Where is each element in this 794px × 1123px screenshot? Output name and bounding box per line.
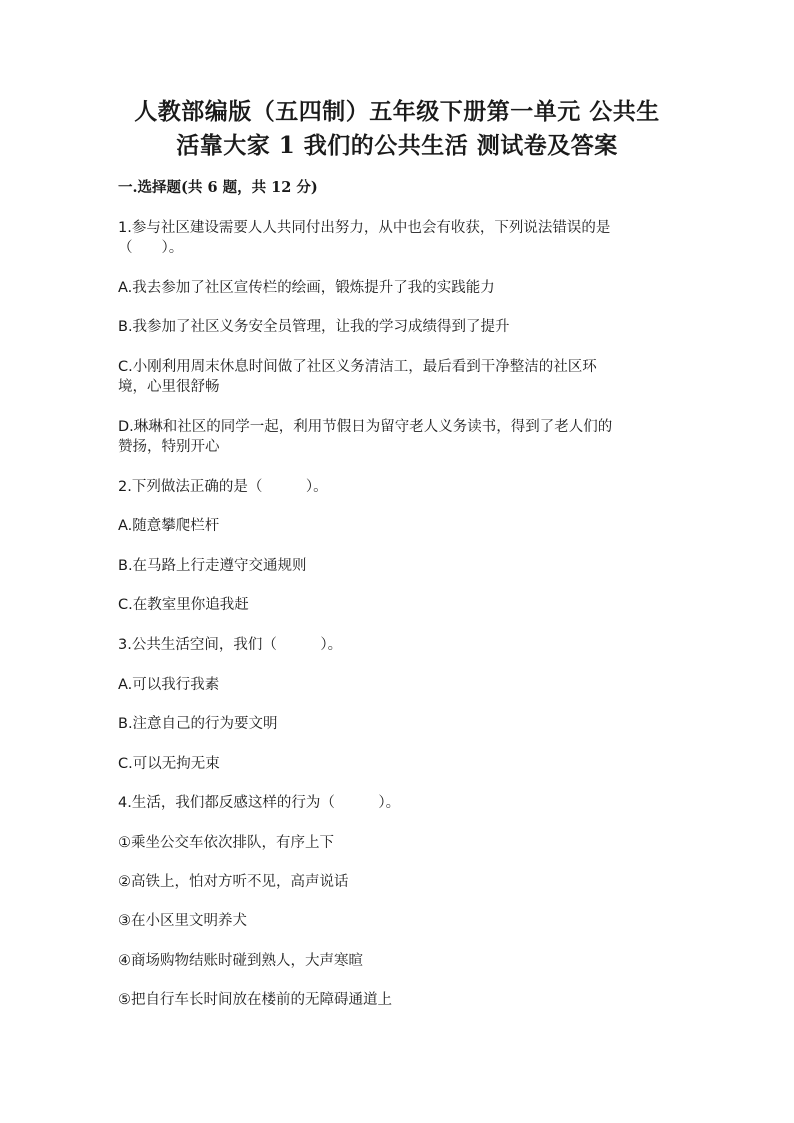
section-heading: 一.选择题(共 6 题，共 12 分) <box>118 179 318 196</box>
q2-option-c: C.在教室里你追我赶 <box>118 597 249 613</box>
q3-option-b: B.注意自己的行为要文明 <box>118 716 278 732</box>
q1-option-d-line-2: 赞扬，特别开心 <box>118 439 220 455</box>
q1-option-a: A.我去参加了社区宣传栏的绘画，锻炼提升了我的实践能力 <box>118 280 495 296</box>
q1-stem-line-1: 1.参与社区建设需要人人共同付出努力，从中也会有收获，下列说法错误的是 <box>118 220 611 236</box>
q2-option-a: A.随意攀爬栏杆 <box>118 518 220 534</box>
q1-option-c-line-2: 境，心里很舒畅 <box>118 379 220 395</box>
q3-option-a: A.可以我行我素 <box>118 677 220 693</box>
q4-item-1: ①乘坐公交车依次排队，有序上下 <box>118 835 334 851</box>
doc-title-line-1: 人教部编版（五四制）五年级下册第一单元 公共生 <box>134 98 660 125</box>
q3-stem: 3.公共生活空间，我们（ ）。 <box>118 637 343 653</box>
q1-stem-line-2: （ ）。 <box>118 240 184 256</box>
q1-option-b: B.我参加了社区义务安全员管理，让我的学习成绩得到了提升 <box>118 319 510 335</box>
q4-stem: 4.生活，我们都反感这样的行为（ ）。 <box>118 795 401 811</box>
doc-title-line-2: 活靠大家 1 我们的公共生活 测试卷及答案 <box>176 132 618 159</box>
q4-item-4: ④商场购物结账时碰到熟人，大声寒暄 <box>118 953 363 969</box>
q2-option-b: B.在马路上行走遵守交通规则 <box>118 558 307 574</box>
q4-item-3: ③在小区里文明养犬 <box>118 913 247 929</box>
q4-item-5: ⑤把自行车长时间放在楼前的无障碍通道上 <box>118 992 392 1008</box>
q1-option-d-line-1: D.琳琳和社区的同学一起，利用节假日为留守老人义务读书，得到了老人们的 <box>118 419 613 435</box>
q3-option-c: C.可以无拘无束 <box>118 756 220 772</box>
q2-stem: 2.下列做法正确的是（ ）。 <box>118 479 328 495</box>
q1-option-c-line-1: C.小刚利用周末休息时间做了社区义务清洁工，最后看到干净整洁的社区环 <box>118 359 597 375</box>
q4-item-2: ②高铁上，怕对方听不见，高声说话 <box>118 874 349 890</box>
